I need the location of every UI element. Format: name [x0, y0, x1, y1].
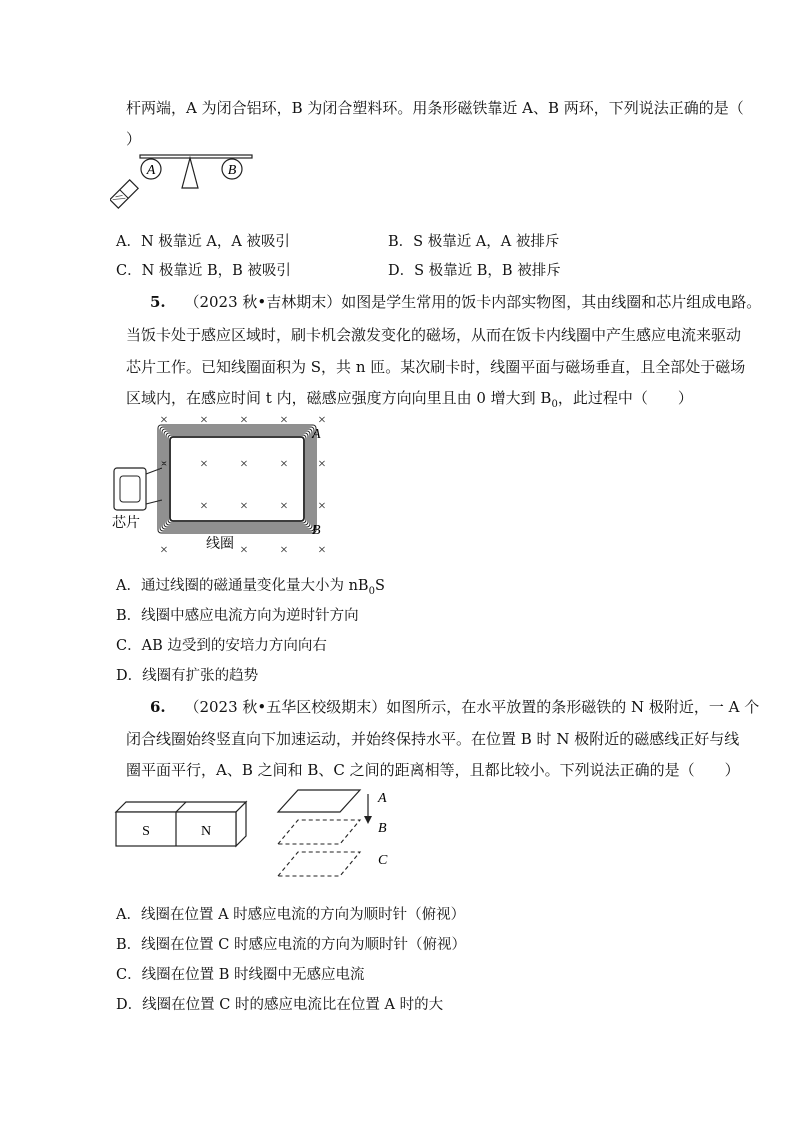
q4-ring-a-label: A: [146, 163, 156, 178]
q6-figure: [108, 784, 408, 884]
q6-label-c: C: [378, 853, 388, 868]
q5-stem-line3: 芯片工作。已知线圈面积为 S，共 n 匝。某次刷卡时，线圈平面与磁场垂直，且全部处于磁场: [126, 358, 746, 376]
q5-option-a-sub: 0: [368, 585, 375, 597]
q6-coil-position-c: [278, 852, 360, 876]
q5-chip-label: 芯片: [112, 516, 140, 531]
q4-option-d[interactable]: D．S 极靠近 B，B 被排斥: [388, 263, 561, 279]
q5-coil: [158, 425, 316, 533]
field-cross: ×: [240, 457, 248, 472]
field-cross: ×: [318, 499, 326, 514]
q6-stem-line3: 圈平面平行，A、B 之间和 B、C 之间的距离相等，且都比较小。下列说法正确的是（ ）: [126, 761, 740, 779]
q6-label-a: A: [378, 791, 387, 806]
q6-bar-magnet: [116, 802, 246, 846]
field-cross: ×: [160, 543, 168, 558]
q6-stem-line2: 闭合线圈始终竖直向下加速运动，并始终保持水平。在位置 B 时 N 极附近的磁感线正好与线: [126, 730, 740, 748]
field-cross: ×: [160, 413, 168, 428]
q4-option-c[interactable]: C．N 极靠近 B，B 被吸引: [116, 263, 291, 279]
q6-stem-text1: （2023 秋•五华区校级期末）如图所示，在水平放置的条形磁铁的 N 极附近，一 A 个: [184, 698, 760, 716]
field-cross: ×: [240, 499, 248, 514]
q6-label-b: B: [378, 821, 387, 836]
q5-stem-line4b: ，此过程中（ ）: [557, 389, 693, 407]
q5-option-b[interactable]: B．线圈中感应电流方向为逆时针方向: [116, 608, 359, 624]
q5-stem-text1: （2023 秋•吉林期末）如图是学生常用的饭卡内部实物图，其由线圈和芯片组成电路。: [184, 293, 762, 311]
q6-arrow-head: [364, 816, 372, 824]
q5-option-d[interactable]: D．线圈有扩张的趋势: [116, 668, 259, 684]
field-cross: ×: [318, 457, 326, 472]
q6-option-a[interactable]: A．线圈在位置 A 时感应电流的方向为顺时针（俯视）: [116, 907, 466, 923]
q4-figure: [110, 148, 260, 210]
q6-option-c[interactable]: C．线圈在位置 B 时线圈中无感应电流: [116, 967, 365, 983]
q6-option-b[interactable]: B．线圈在位置 C 时感应电流的方向为顺时针（俯视）: [116, 937, 466, 953]
field-cross: ×: [280, 499, 288, 514]
field-cross: ×: [318, 543, 326, 558]
field-cross: ×: [200, 457, 208, 472]
q4-stem-line2: ）: [126, 130, 142, 148]
field-cross: ×: [200, 413, 208, 428]
q6-magnet-n: N: [200, 824, 212, 839]
field-cross: ×: [240, 413, 248, 428]
q4-pivot: [182, 158, 198, 188]
field-cross: ×: [318, 413, 326, 428]
q5-stem-line4-sub: 0: [551, 399, 558, 410]
q6-coil-position-a: [278, 790, 360, 812]
q5-number: 5.: [150, 293, 166, 311]
field-cross: ×: [280, 543, 288, 558]
q5-stem-line1: [150, 292, 761, 312]
q4-ring-b-label: B: [227, 163, 237, 178]
q5-stem-line4a: 区域内，在感应时间 t 内，磁感应强度方向向里且由 0 增大到 B: [126, 389, 552, 407]
q5-option-a[interactable]: [116, 576, 385, 602]
q5-corner-a: A: [312, 427, 321, 442]
q5-coil-label: 线圈: [206, 537, 234, 552]
q6-coil-position-b: [278, 820, 360, 844]
q5-chip: [114, 468, 162, 510]
q6-number: 6.: [150, 698, 166, 716]
q5-option-a-pre: A．通过线圈的磁通量变化量大小为 nB: [116, 578, 369, 594]
field-cross: ×: [280, 457, 288, 472]
q6-stem-line1: [150, 697, 759, 717]
field-cross: ×: [240, 543, 248, 558]
q4-option-a[interactable]: A．N 极靠近 A，A 被吸引: [116, 234, 290, 250]
field-cross: ×: [200, 499, 208, 514]
q4-rod: [140, 155, 252, 158]
field-cross: ×: [280, 413, 288, 428]
q4-stem-line1: 杆两端，A 为闭合铝环，B 为闭合塑料环。用条形磁铁靠近 A、B 两环，下列说法正确的是（: [126, 99, 744, 117]
q6-magnet-s: S: [142, 824, 150, 839]
q5-option-a-post: S: [374, 578, 385, 594]
q4-option-b[interactable]: B．S 极靠近 A，A 被排斥: [388, 234, 560, 250]
field-cross: ×: [160, 457, 168, 472]
q6-option-d[interactable]: D．线圈在位置 C 时的感应电流比在位置 A 时的大: [116, 997, 444, 1013]
q5-stem-line2: 当饭卡处于感应区域时，刷卡机会激发变化的磁场，从而在饭卡内线圈中产生感应电流来驱动: [126, 326, 742, 344]
q4-bar-magnet: [110, 180, 138, 208]
q5-corner-b: B: [312, 523, 321, 538]
q5-option-c[interactable]: C．AB 边受到的安培力方向向右: [116, 638, 327, 654]
q5-figure: [108, 410, 348, 558]
